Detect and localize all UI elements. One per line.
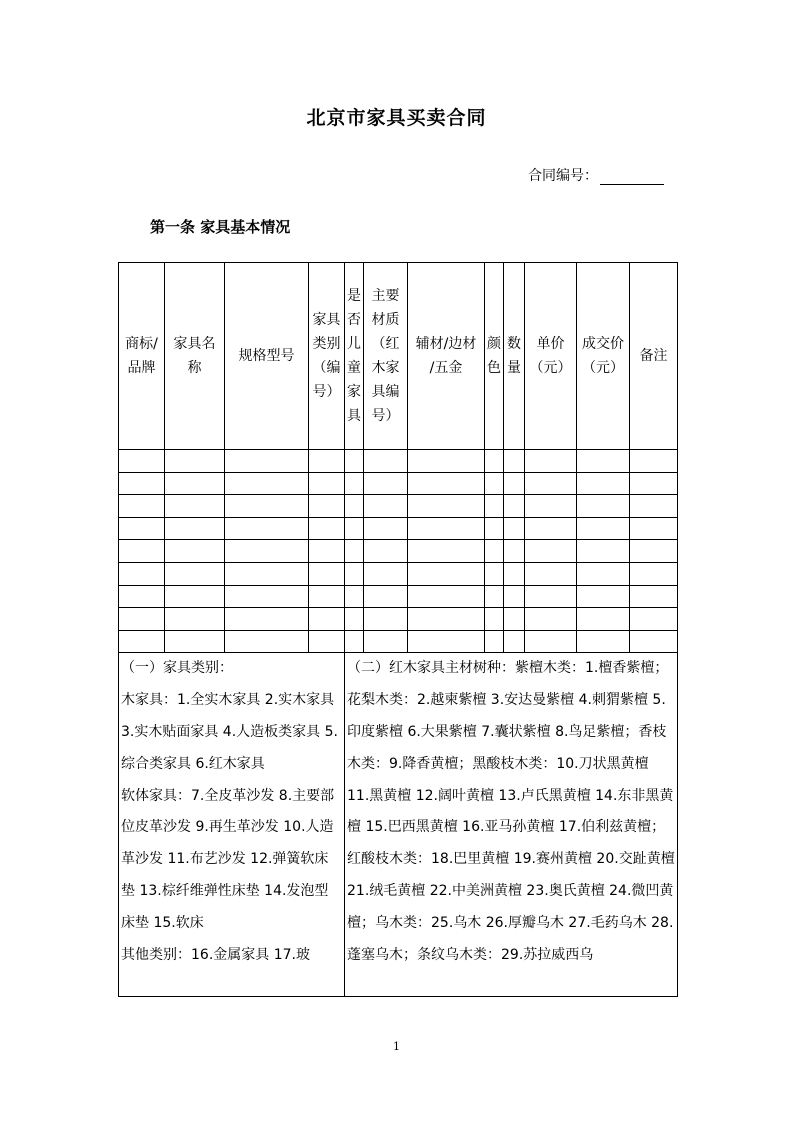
table-cell[interactable] [309,585,345,608]
table-cell[interactable] [364,450,408,473]
table-cell[interactable] [408,495,485,518]
table-cell[interactable] [504,450,525,473]
table-cell[interactable] [525,540,577,563]
table-cell[interactable] [165,585,225,608]
table-cell[interactable] [225,517,309,540]
table-cell[interactable] [525,562,577,585]
table-cell[interactable] [408,517,485,540]
table-cell[interactable] [364,585,408,608]
table-cell[interactable] [225,540,309,563]
header-cell: 备注 [630,263,678,450]
table-row [119,608,678,631]
table-row [119,472,678,495]
table-cell[interactable] [630,540,678,563]
redwood-species-notes [345,653,678,997]
table-cell[interactable] [309,472,345,495]
table-cell[interactable] [345,450,364,473]
header-cell: 家具名 称 [165,263,225,450]
table-cell[interactable] [525,585,577,608]
furniture-table [118,262,678,997]
table-cell[interactable] [504,495,525,518]
furniture-category-text: （一）家具类别： 木家具：1.全实木家具 2.实木家具 3.实木贴面家具 4.人造板类家具 5.综合类家具 6.红木家具 软体家具：7.全皮革沙发 8.主要部位皮革沙发 9.再生革沙发 10.人造革沙发 11.布艺沙发 12.弹簧软床垫 13.棕纤维弹性床垫 14.发泡型床垫 15.软床 其他类别：16.金属家具 17.玻 [121,660,338,963]
table-row [119,450,678,473]
header-cell: 辅材/边材 /五金 [408,263,485,450]
table-cell[interactable] [225,630,309,653]
table-cell[interactable] [630,495,678,518]
table-cell[interactable] [119,630,165,653]
table-cell[interactable] [165,517,225,540]
table-cell[interactable] [504,517,525,540]
table-cell[interactable] [485,585,504,608]
table-cell[interactable] [225,472,309,495]
table-cell[interactable] [119,608,165,631]
table-cell[interactable] [408,562,485,585]
table-cell[interactable] [165,562,225,585]
table-cell[interactable] [408,472,485,495]
table-cell[interactable] [119,450,165,473]
table-cell[interactable] [345,630,364,653]
table-cell[interactable] [364,472,408,495]
header-cell: 数 量 [504,263,525,450]
header-cell: 主要 材质 （红 木家 具编 号） [364,263,408,450]
table-cell[interactable] [309,608,345,631]
table-cell[interactable] [119,495,165,518]
table-cell[interactable] [485,608,504,631]
table-cell[interactable] [345,585,364,608]
table-row [119,630,678,653]
table-cell[interactable] [485,562,504,585]
table-cell[interactable] [119,517,165,540]
notes-row [119,653,678,997]
table-cell[interactable] [504,585,525,608]
header-cell: 是 否 儿 童 家 具 [345,263,364,450]
table-cell[interactable] [119,472,165,495]
table-cell[interactable] [364,540,408,563]
table-cell[interactable] [165,608,225,631]
table-cell[interactable] [408,450,485,473]
table-cell[interactable] [309,450,345,473]
table-cell[interactable] [525,630,577,653]
table-cell[interactable] [577,585,630,608]
table-cell[interactable] [525,608,577,631]
table-cell[interactable] [408,608,485,631]
table-cell[interactable] [504,472,525,495]
table-cell[interactable] [630,562,678,585]
table-cell[interactable] [525,450,577,473]
contract-number-label: 合同编号： [528,168,598,184]
table-cell[interactable] [165,472,225,495]
table-cell[interactable] [630,450,678,473]
header-cell: 家具 类别 （编 号） [309,263,345,450]
table-row [119,562,678,585]
table-cell[interactable] [525,495,577,518]
table-cell[interactable] [165,540,225,563]
table-cell[interactable] [485,540,504,563]
table-cell[interactable] [165,495,225,518]
table-cell[interactable] [225,608,309,631]
table-cell[interactable] [577,472,630,495]
table-cell[interactable] [577,630,630,653]
table-cell[interactable] [309,495,345,518]
table-cell[interactable] [408,540,485,563]
table-cell[interactable] [309,517,345,540]
table-cell[interactable] [504,630,525,653]
table-cell[interactable] [630,472,678,495]
table-cell[interactable] [345,495,364,518]
table-cell[interactable] [364,495,408,518]
table-cell[interactable] [485,517,504,540]
table-cell[interactable] [345,608,364,631]
table-cell[interactable] [345,517,364,540]
table-cell[interactable] [119,562,165,585]
table-cell[interactable] [309,540,345,563]
table-cell[interactable] [364,562,408,585]
table-cell[interactable] [504,608,525,631]
section-title: 第一条 家具基本情况 [150,218,291,236]
table-cell[interactable] [364,630,408,653]
table-cell[interactable] [504,562,525,585]
table-cell[interactable] [364,608,408,631]
table-cell[interactable] [165,450,225,473]
table-cell[interactable] [485,495,504,518]
table-cell[interactable] [408,630,485,653]
table-cell[interactable] [485,472,504,495]
page-number: 1 [393,1040,400,1053]
table-cell[interactable] [309,630,345,653]
table-cell[interactable] [408,585,485,608]
table-cell[interactable] [630,608,678,631]
table-cell[interactable] [225,495,309,518]
furniture-category-notes [119,653,345,997]
table-cell[interactable] [345,540,364,563]
table-cell[interactable] [364,517,408,540]
table-cell[interactable] [577,517,630,540]
table-cell[interactable] [165,630,225,653]
table-cell[interactable] [309,562,345,585]
header-cell: 单价 （元） [525,263,577,450]
table-cell[interactable] [485,630,504,653]
table-row [119,585,678,608]
table-row [119,517,678,540]
contract-number-blank[interactable] [600,168,664,185]
table-cell[interactable] [225,585,309,608]
table-cell[interactable] [577,562,630,585]
table-cell[interactable] [119,540,165,563]
table-cell[interactable] [630,517,678,540]
header-cell: 颜 色 [485,263,504,450]
table-cell[interactable] [577,540,630,563]
table-cell[interactable] [630,585,678,608]
table-cell[interactable] [225,562,309,585]
table-cell[interactable] [504,540,525,563]
header-cell: 商标/ 品牌 [119,263,165,450]
table-cell[interactable] [225,450,309,473]
table-cell[interactable] [525,517,577,540]
table-cell[interactable] [525,472,577,495]
table-row [119,495,678,518]
table-cell[interactable] [577,450,630,473]
table-cell[interactable] [345,472,364,495]
contract-number [528,165,664,185]
table-header-row [119,263,678,450]
table-cell[interactable] [485,450,504,473]
redwood-species-text: （二）红木家具主材树种：紫檀木类：1.檀香紫檀；花梨木类：2.越柬紫檀 3.安达曼紫檀 4.刺猬紫檀 5.印度紫檀 6.大果紫檀 7.囊状紫檀 8.鸟足紫檀；香枝木类：9.降香黄檀；黑酸枝木类：10.刀状黑黄檀 11.黑黄檀 12.阔叶黄檀 13.卢氏黑黄檀 14.东非黑黄檀 15.巴西黑黄檀 16.亚马孙黄檀 17.伯利兹黄檀；红酸枝木类：18.巴里黄檀 19.赛州黄檀 20.交趾黄檀 21.绒毛黄檀 22.中美洲黄檀 23.奥氏黄檀 24.微凹黄檀；乌木类：25.乌木 26.厚瓣乌木 27.毛药乌木 28.蓬塞乌木；条纹乌木类：29.苏拉威西乌 [347,660,675,963]
table-cell[interactable] [345,562,364,585]
table-cell[interactable] [577,608,630,631]
table-row [119,540,678,563]
header-cell: 成交价 （元） [577,263,630,450]
table-cell[interactable] [630,630,678,653]
table-cell[interactable] [577,495,630,518]
header-cell: 规格型号 [225,263,309,450]
table-cell[interactable] [119,585,165,608]
document-title: 北京市家具买卖合同 [306,107,487,129]
